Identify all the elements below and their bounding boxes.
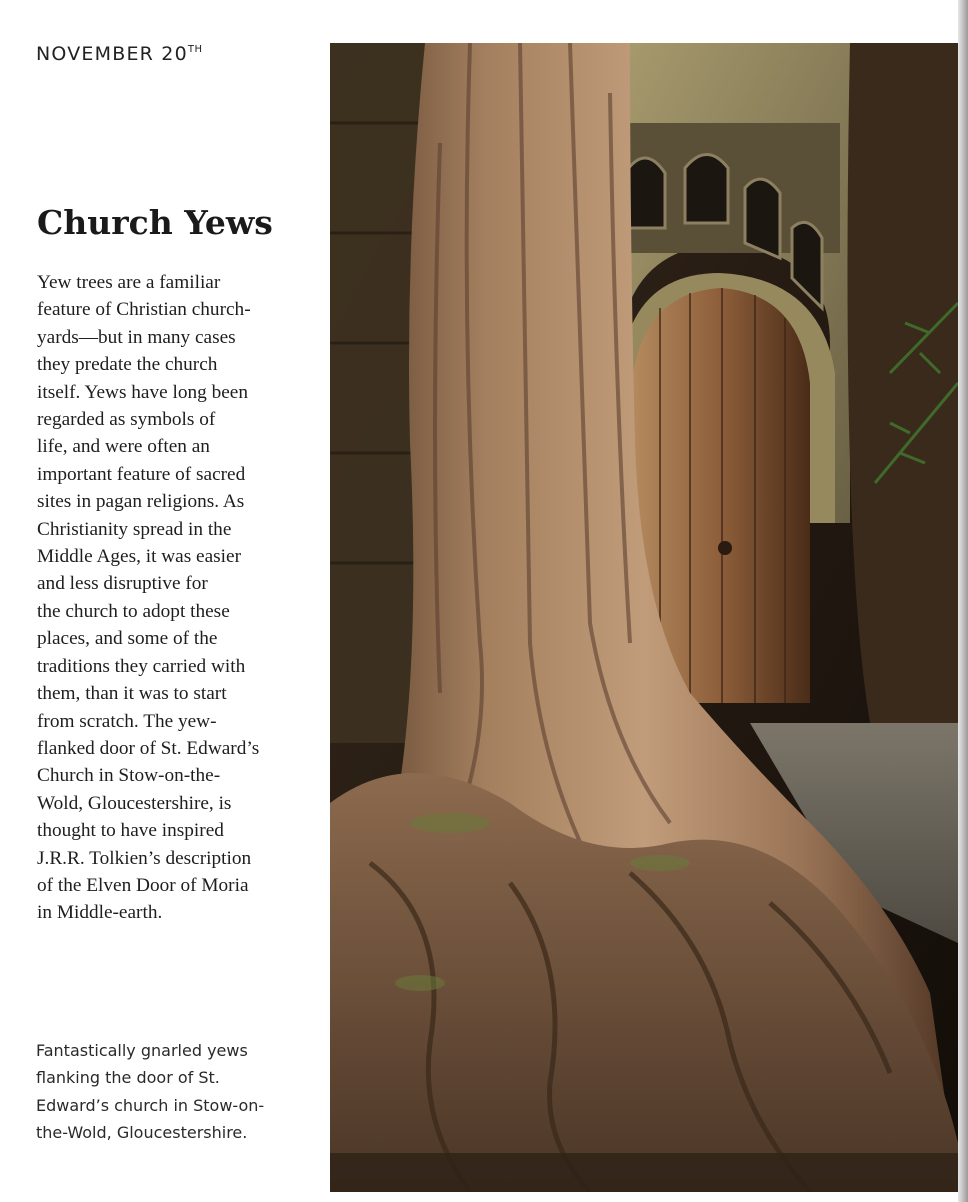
body-line: itself. Yews have long been [37, 381, 248, 403]
date-text: NOVEMBER 20 [36, 43, 188, 65]
caption-line: Fantastically gnarled yews [36, 1041, 248, 1060]
body-line: Yew trees are a familiar [37, 272, 221, 293]
caption-line: the-Wold, Gloucestershire. [36, 1122, 248, 1142]
article-body [37, 269, 322, 927]
body-line: feature of Christian church- [37, 299, 251, 321]
body-line: from scratch. The yew- [37, 710, 217, 732]
body-line: they predate the church [37, 354, 218, 376]
church-yew-photo [330, 43, 958, 1192]
article-title: Church Yews [37, 203, 273, 242]
date-suffix: TH [187, 44, 203, 55]
body-line: them, than it was to start [37, 683, 227, 705]
body-line: Church in Stow-on-the- [37, 765, 221, 787]
body-line: traditions they carried with [37, 655, 246, 677]
body-line: and less disruptive for [37, 573, 208, 595]
body-line: of the Elven Door of Moria [37, 874, 249, 896]
caption-line: Edward’s church in Stow-on- [36, 1095, 265, 1115]
body-line: regarded as symbols of [37, 409, 216, 431]
body-line: important feature of sacred [37, 463, 246, 485]
body-line: Wold, Gloucestershire, is [37, 792, 232, 814]
body-line: life, and were often an [37, 436, 210, 458]
body-line: Middle Ages, it was easier [37, 546, 242, 568]
body-line: places, and some of the [37, 628, 218, 650]
body-line: in Middle-earth. [37, 902, 163, 924]
body-line: yards—but in many cases [37, 326, 236, 348]
body-line: Christianity spread in the [37, 518, 232, 540]
photo-caption [36, 1037, 321, 1146]
page-edge-shadow [958, 0, 968, 1202]
body-line: J.R.R. Tolkien’s description [37, 847, 252, 869]
caption-line: flanking the door of St. [36, 1068, 220, 1088]
body-line: the church to adopt these [37, 600, 230, 622]
page-date [36, 43, 203, 65]
photo-illustration [330, 43, 958, 1192]
body-line: thought to have inspired [37, 820, 224, 842]
body-line: sites in pagan religions. As [37, 491, 245, 513]
body-line: flanked door of St. Edward’s [37, 737, 260, 759]
